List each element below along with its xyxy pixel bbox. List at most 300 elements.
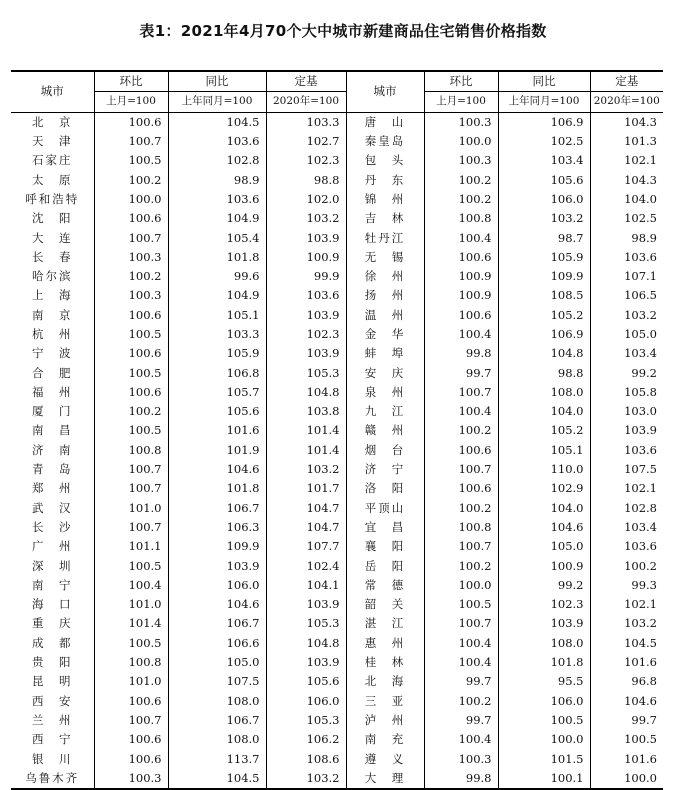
cell-city-left: 南 京	[32, 307, 73, 322]
cell-mom-left: 101.1	[94, 537, 168, 556]
table-row	[11, 267, 663, 286]
cell-mom-right: 100.2	[424, 692, 498, 711]
cell-yoy-left: 106.3	[168, 518, 266, 537]
cell-yoy-left: 106.7	[168, 711, 266, 730]
cell-mom-right: 99.8	[424, 344, 498, 363]
cell-city-left: 长 沙	[32, 519, 73, 534]
cell-yoy-left: 103.3	[168, 325, 266, 344]
cell-mom-left: 101.0	[94, 499, 168, 518]
cell-mom-left: 100.6	[94, 730, 168, 749]
cell-yoy-left: 108.0	[168, 692, 266, 711]
cell-base-right: 104.0	[590, 190, 663, 209]
cell-yoy-left: 105.1	[168, 306, 266, 325]
cell-mom-left: 100.3	[94, 769, 168, 789]
cell-yoy-right: 104.8	[498, 344, 590, 363]
cell-city-right: 徐 州	[364, 269, 406, 284]
table-row	[11, 556, 663, 575]
cell-city-left: 宁 波	[32, 346, 73, 361]
cell-base-left: 106.0	[266, 692, 346, 711]
cell-mom-left: 100.6	[94, 344, 168, 363]
cell-base-left: 104.7	[266, 499, 346, 518]
cell-mom-left: 100.5	[94, 556, 168, 575]
table-row	[11, 190, 663, 209]
cell-base-left: 101.4	[266, 441, 346, 460]
cell-yoy-right: 98.8	[498, 363, 590, 382]
cell-city-right: 赣 州	[364, 423, 406, 438]
cell-base-left: 104.1	[266, 576, 346, 595]
cell-base-left: 102.0	[266, 190, 346, 209]
table-row	[11, 286, 663, 305]
cell-city-right: 北 海	[364, 674, 406, 689]
cell-city-right: 泉 州	[364, 384, 406, 399]
cell-yoy-right: 109.9	[498, 267, 590, 286]
header-base-right: 定基	[590, 71, 663, 92]
cell-mom-right: 100.0	[424, 576, 498, 595]
cell-yoy-left: 104.6	[168, 460, 266, 479]
cell-city-right: 遵 义	[364, 751, 406, 766]
cell-yoy-right: 106.9	[498, 112, 590, 132]
cell-base-right: 105.0	[590, 325, 663, 344]
cell-city-right: 桂 林	[364, 655, 406, 670]
cell-yoy-right: 108.5	[498, 286, 590, 305]
cell-mom-right: 99.7	[424, 711, 498, 730]
cell-city-right: 惠 州	[364, 635, 406, 650]
cell-base-left: 105.3	[266, 614, 346, 633]
cell-yoy-left: 103.6	[168, 132, 266, 151]
cell-city-right: 洛 阳	[364, 481, 406, 496]
cell-city-left: 青 岛	[32, 462, 73, 477]
cell-yoy-right: 104.0	[498, 402, 590, 421]
cell-city-right: 无 锡	[364, 249, 406, 264]
table-row	[11, 325, 663, 344]
cell-city-left: 昆 明	[32, 674, 73, 689]
cell-mom-right: 100.3	[424, 112, 498, 132]
cell-yoy-left: 101.9	[168, 441, 266, 460]
table-body	[11, 112, 663, 789]
cell-yoy-left: 107.5	[168, 672, 266, 691]
table-row	[11, 344, 663, 363]
cell-base-left: 105.3	[266, 711, 346, 730]
cell-mom-left: 100.3	[94, 286, 168, 305]
cell-mom-right: 100.7	[424, 537, 498, 556]
cell-base-right: 104.3	[590, 170, 663, 189]
cell-yoy-left: 106.0	[168, 576, 266, 595]
cell-base-right: 103.4	[590, 344, 663, 363]
cell-mom-left: 101.0	[94, 672, 168, 691]
cell-base-left: 104.7	[266, 518, 346, 537]
cell-city-right: 湛 江	[364, 616, 406, 631]
table-row	[11, 769, 663, 789]
cell-yoy-left: 101.8	[168, 479, 266, 498]
cell-base-left: 107.7	[266, 537, 346, 556]
cell-mom-left: 100.7	[94, 518, 168, 537]
cell-city-right: 秦皇岛	[364, 134, 406, 149]
cell-mom-right: 100.9	[424, 267, 498, 286]
table-row	[11, 460, 663, 479]
cell-base-left: 104.8	[266, 634, 346, 653]
cell-mom-left: 100.7	[94, 479, 168, 498]
cell-base-right: 103.6	[590, 441, 663, 460]
header-yoy-left: 同比	[168, 71, 266, 92]
cell-mom-left: 100.8	[94, 653, 168, 672]
cell-mom-left: 100.8	[94, 441, 168, 460]
cell-yoy-right: 105.0	[498, 537, 590, 556]
cell-yoy-left: 108.0	[168, 730, 266, 749]
cell-yoy-right: 106.0	[498, 190, 590, 209]
cell-base-left: 103.2	[266, 769, 346, 789]
cell-yoy-left: 99.6	[168, 267, 266, 286]
cell-yoy-left: 102.8	[168, 151, 266, 170]
table-row	[11, 518, 663, 537]
table-row	[11, 576, 663, 595]
cell-base-right: 101.6	[590, 653, 663, 672]
cell-city-left: 南 宁	[32, 577, 73, 592]
cell-mom-right: 100.2	[424, 421, 498, 440]
cell-yoy-left: 101.6	[168, 421, 266, 440]
cell-mom-left: 100.5	[94, 363, 168, 382]
cell-base-left: 101.7	[266, 479, 346, 498]
cell-base-right: 102.5	[590, 209, 663, 228]
cell-mom-right: 100.7	[424, 614, 498, 633]
cell-base-right: 104.5	[590, 634, 663, 653]
cell-mom-left: 100.7	[94, 460, 168, 479]
cell-yoy-right: 103.4	[498, 151, 590, 170]
cell-base-left: 103.9	[266, 306, 346, 325]
table-row	[11, 499, 663, 518]
cell-city-left: 福 州	[32, 384, 73, 399]
cell-city-left: 杭 州	[32, 327, 73, 341]
cell-city-right: 包 头	[364, 153, 406, 168]
table-row	[11, 306, 663, 325]
table-row	[11, 595, 663, 614]
cell-city-right: 锦 州	[364, 191, 406, 206]
cell-mom-left: 100.5	[94, 421, 168, 440]
cell-mom-right: 100.7	[424, 460, 498, 479]
cell-mom-right: 100.7	[424, 383, 498, 402]
cell-yoy-right: 106.0	[498, 692, 590, 711]
cell-mom-right: 100.2	[424, 170, 498, 189]
cell-yoy-right: 105.9	[498, 248, 590, 267]
cell-yoy-right: 100.0	[498, 730, 590, 749]
cell-yoy-left: 101.8	[168, 248, 266, 267]
cell-mom-right: 100.4	[424, 228, 498, 247]
cell-city-right: 泸 州	[364, 712, 406, 727]
table-row	[11, 711, 663, 730]
cell-mom-left: 100.7	[94, 228, 168, 247]
cell-mom-right: 99.8	[424, 769, 498, 789]
cell-base-right: 103.4	[590, 518, 663, 537]
header-mom-right: 环比	[424, 71, 498, 92]
cell-city-right: 蚌 埠	[364, 346, 406, 361]
cell-base-right: 96.8	[590, 672, 663, 691]
cell-city-right: 襄 阳	[364, 539, 406, 554]
cell-yoy-right: 110.0	[498, 460, 590, 479]
cell-base-right: 103.9	[590, 421, 663, 440]
cell-city-left: 广 州	[32, 539, 73, 554]
table-row	[11, 634, 663, 653]
table-row	[11, 228, 663, 247]
cell-yoy-right: 105.1	[498, 441, 590, 460]
cell-city-right: 济 宁	[364, 462, 406, 477]
cell-mom-right: 100.6	[424, 441, 498, 460]
cell-mom-left: 100.6	[94, 692, 168, 711]
cell-city-left: 西 安	[32, 693, 73, 708]
cell-city-left: 哈尔滨	[32, 269, 73, 284]
cell-city-right: 平顶山	[364, 500, 406, 515]
cell-mom-left: 100.5	[94, 634, 168, 653]
cell-base-left: 105.6	[266, 672, 346, 691]
cell-mom-right: 100.4	[424, 730, 498, 749]
cell-base-left: 103.9	[266, 595, 346, 614]
cell-yoy-left: 105.6	[168, 402, 266, 421]
cell-yoy-left: 104.5	[168, 112, 266, 132]
cell-yoy-right: 101.8	[498, 653, 590, 672]
cell-base-right: 102.1	[590, 479, 663, 498]
table-row	[11, 730, 663, 749]
cell-mom-left: 100.5	[94, 325, 168, 344]
cell-city-left: 石家庄	[32, 153, 73, 168]
cell-base-right: 99.3	[590, 576, 663, 595]
header-city-left: 城市	[11, 71, 94, 112]
table-row	[11, 537, 663, 556]
cell-base-left: 106.2	[266, 730, 346, 749]
cell-mom-left: 101.4	[94, 614, 168, 633]
cell-city-left: 乌鲁木齐	[11, 769, 94, 789]
cell-mom-left: 100.6	[94, 209, 168, 228]
cell-mom-left: 100.6	[94, 306, 168, 325]
cell-base-right: 99.2	[590, 363, 663, 382]
table-row	[11, 479, 663, 498]
cell-city-left: 海 口	[32, 597, 73, 612]
cell-base-right: 103.2	[590, 614, 663, 633]
cell-city-right: 九 江	[364, 404, 406, 419]
cell-base-right: 98.9	[590, 228, 663, 247]
cell-mom-left: 100.0	[94, 190, 168, 209]
cell-yoy-right: 103.2	[498, 209, 590, 228]
cell-city-left: 呼和浩特	[25, 191, 80, 206]
cell-city-right: 唐 山	[364, 114, 406, 129]
table-row	[11, 112, 663, 132]
cell-yoy-right: 102.9	[498, 479, 590, 498]
cell-city-right: 金 华	[364, 327, 406, 341]
cell-mom-left: 100.6	[94, 749, 168, 768]
cell-base-right: 102.8	[590, 499, 663, 518]
table-row	[11, 441, 663, 460]
table-row	[11, 363, 663, 382]
cell-base-left: 99.9	[266, 267, 346, 286]
cell-mom-right: 99.7	[424, 363, 498, 382]
cell-city-left: 北 京	[32, 114, 73, 129]
cell-mom-right: 100.6	[424, 248, 498, 267]
cell-base-right: 104.3	[590, 112, 663, 132]
cell-base-left: 102.4	[266, 556, 346, 575]
cell-yoy-right: 100.1	[498, 769, 590, 789]
cell-base-left: 103.6	[266, 286, 346, 305]
cell-city-left: 贵 阳	[32, 655, 73, 670]
cell-city-right: 牡丹江	[364, 230, 406, 245]
cell-city-left: 武 汉	[32, 500, 73, 515]
cell-city-right: 常 德	[364, 577, 406, 592]
cell-mom-right: 100.6	[424, 479, 498, 498]
cell-mom-right: 100.2	[424, 499, 498, 518]
cell-city-right: 岳 阳	[364, 558, 406, 573]
table-row	[11, 151, 663, 170]
cell-mom-left: 100.4	[94, 576, 168, 595]
cell-yoy-right: 100.9	[498, 556, 590, 575]
cell-base-right: 107.1	[590, 267, 663, 286]
cell-city-right: 大 理	[346, 769, 424, 789]
cell-yoy-right: 101.5	[498, 749, 590, 768]
cell-base-left: 102.7	[266, 132, 346, 151]
header-row	[11, 71, 663, 92]
table-row	[11, 132, 663, 151]
cell-mom-right: 100.4	[424, 325, 498, 344]
cell-base-right: 100.2	[590, 556, 663, 575]
cell-city-left: 西 宁	[32, 732, 73, 747]
cell-yoy-right: 95.5	[498, 672, 590, 691]
cell-base-right: 103.2	[590, 306, 663, 325]
cell-city-right: 宜 昌	[364, 519, 406, 534]
cell-yoy-right: 100.5	[498, 711, 590, 730]
cell-city-left: 成 都	[32, 635, 73, 650]
cell-base-left: 103.9	[266, 653, 346, 672]
cell-mom-left: 100.2	[94, 267, 168, 286]
table-row	[11, 749, 663, 768]
cell-yoy-left: 106.6	[168, 634, 266, 653]
cell-city-left: 银 川	[32, 751, 73, 766]
cell-base-left: 108.6	[266, 749, 346, 768]
cell-base-left: 103.9	[266, 344, 346, 363]
cell-city-left: 沈 阳	[32, 211, 73, 226]
cell-city-right: 丹 东	[364, 172, 406, 187]
cell-mom-left: 100.7	[94, 132, 168, 151]
cell-base-right: 103.6	[590, 537, 663, 556]
cell-city-right: 扬 州	[364, 288, 406, 303]
cell-yoy-left: 103.6	[168, 190, 266, 209]
cell-yoy-right: 98.7	[498, 228, 590, 247]
cell-base-left: 100.9	[266, 248, 346, 267]
cell-base-right: 102.1	[590, 151, 663, 170]
cell-base-left: 103.2	[266, 460, 346, 479]
cell-base-right: 100.5	[590, 730, 663, 749]
cell-mom-right: 100.5	[424, 595, 498, 614]
header-city-right: 城市	[346, 71, 424, 112]
cell-mom-left: 100.6	[94, 383, 168, 402]
cell-city-left: 南 昌	[32, 423, 73, 438]
cell-base-right: 103.6	[590, 248, 663, 267]
cell-yoy-left: 98.9	[168, 170, 266, 189]
subheader-yoy-right: 上年同月=100	[498, 92, 590, 112]
cell-yoy-right: 108.0	[498, 634, 590, 653]
cell-city-left: 重 庆	[32, 616, 73, 631]
cell-base-right: 105.8	[590, 383, 663, 402]
cell-mom-right: 100.3	[424, 151, 498, 170]
cell-yoy-left: 105.4	[168, 228, 266, 247]
subheader-mom-right: 上月=100	[424, 92, 498, 112]
cell-mom-right: 99.7	[424, 672, 498, 691]
cell-yoy-left: 104.9	[168, 286, 266, 305]
cell-yoy-left: 109.9	[168, 537, 266, 556]
cell-mom-right: 100.2	[424, 556, 498, 575]
cell-yoy-right: 102.5	[498, 132, 590, 151]
cell-city-left: 郑 州	[32, 481, 73, 496]
cell-city-right: 烟 台	[364, 442, 406, 457]
cell-base-left: 101.4	[266, 421, 346, 440]
cell-base-left: 103.8	[266, 402, 346, 421]
cell-yoy-left: 105.0	[168, 653, 266, 672]
cell-yoy-left: 106.8	[168, 363, 266, 382]
cell-base-right: 103.0	[590, 402, 663, 421]
cell-city-right: 南 充	[364, 732, 406, 747]
cell-mom-left: 100.5	[94, 151, 168, 170]
subheader-base-left: 2020年=100	[266, 92, 346, 112]
cell-yoy-left: 105.7	[168, 383, 266, 402]
cell-mom-left: 100.3	[94, 248, 168, 267]
cell-yoy-left: 103.9	[168, 556, 266, 575]
table-row	[11, 383, 663, 402]
cell-mom-left: 100.7	[94, 711, 168, 730]
cell-mom-right: 100.4	[424, 653, 498, 672]
table-title: 表1：2021年4月70个大中城市新建商品住宅销售价格指数	[139, 22, 547, 40]
table-row	[11, 402, 663, 421]
cell-city-left: 大 连	[32, 230, 73, 245]
cell-yoy-left: 104.9	[168, 209, 266, 228]
table-row	[11, 653, 663, 672]
subheader-mom-left: 上月=100	[94, 92, 168, 112]
cell-mom-right: 100.8	[424, 209, 498, 228]
header-base-left: 定基	[266, 71, 346, 92]
cell-base-left: 105.3	[266, 363, 346, 382]
cell-yoy-left: 104.6	[168, 595, 266, 614]
cell-city-right: 安 庆	[364, 365, 406, 380]
cell-yoy-left: 106.7	[168, 614, 266, 633]
cell-city-left: 厦 门	[32, 404, 73, 419]
cell-base-right: 106.5	[590, 286, 663, 305]
cell-yoy-right: 102.3	[498, 595, 590, 614]
cell-mom-left: 100.6	[94, 112, 168, 132]
subheader-row	[11, 92, 663, 112]
cell-city-right: 吉 林	[364, 211, 406, 226]
subheader-base-right: 2020年=100	[590, 92, 663, 112]
cell-base-left: 102.3	[266, 151, 346, 170]
cell-yoy-left: 105.9	[168, 344, 266, 363]
cell-mom-right: 100.4	[424, 634, 498, 653]
cell-yoy-right: 103.9	[498, 614, 590, 633]
cell-yoy-right: 108.0	[498, 383, 590, 402]
cell-city-left: 深 圳	[32, 558, 73, 573]
cell-mom-right: 100.0	[424, 132, 498, 151]
cell-base-right: 102.1	[590, 595, 663, 614]
cell-yoy-right: 104.0	[498, 499, 590, 518]
cell-city-right: 韶 关	[364, 597, 406, 612]
cell-mom-right: 100.8	[424, 518, 498, 537]
cell-city-right: 温 州	[364, 307, 406, 322]
cell-base-left: 103.9	[266, 228, 346, 247]
cell-yoy-right: 106.9	[498, 325, 590, 344]
table-row	[11, 209, 663, 228]
cell-yoy-left: 113.7	[168, 749, 266, 768]
cell-base-left: 103.2	[266, 209, 346, 228]
table-row	[11, 248, 663, 267]
table-row	[11, 170, 663, 189]
cell-yoy-right: 105.2	[498, 421, 590, 440]
cell-base-right: 100.0	[590, 769, 663, 789]
cell-city-left: 济 南	[32, 442, 73, 457]
cell-base-right: 99.7	[590, 711, 663, 730]
header-mom-left: 环比	[94, 71, 168, 92]
cell-yoy-right: 105.2	[498, 306, 590, 325]
cell-base-right: 101.6	[590, 749, 663, 768]
